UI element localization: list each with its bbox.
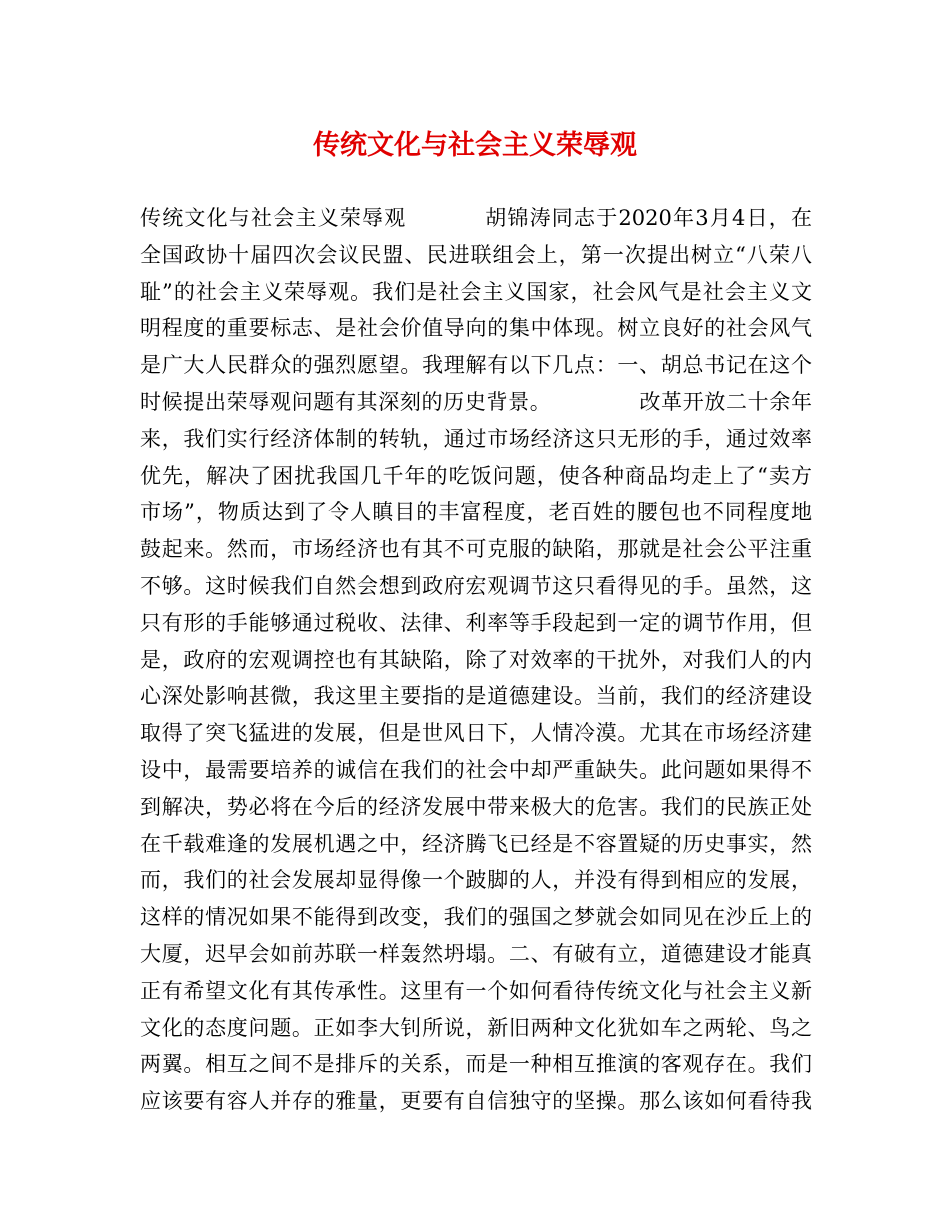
body-line: 优先，解决了困扰我国几千年的吃饭问题，使各种商品均走上了“卖方 bbox=[140, 463, 812, 488]
body-line: 正有希望文化有其传承性。这里有一个如何看待传统文化与社会主义新 bbox=[140, 978, 812, 1003]
body-line: 这样的情况如果不能得到改变，我们的强国之梦就会如同见在沙丘上的 bbox=[140, 905, 812, 930]
body-line: 市场”，物质达到了令人瞋目的丰富程度，老百姓的腰包也不同程度地 bbox=[140, 500, 812, 525]
body-line: 设中，最需要培养的诚信在我们的社会中却严重缺失。此问题如果得不 bbox=[140, 757, 812, 782]
body-line: 取得了突飞猛进的发展，但是世风日下，人情冷漠。尤其在市场经济建 bbox=[140, 721, 812, 746]
body-line: 心深处影响甚微，我这里主要指的是道德建设。当前，我们的经济建设 bbox=[140, 684, 812, 709]
body-line: 两翼。相互之间不是排斥的关系，而是一种相互推演的客观存在。我们 bbox=[140, 1052, 812, 1077]
body-line: 明程度的重要标志、是社会价值导向的集中体现。树立良好的社会风气 bbox=[140, 316, 812, 341]
body-line: 是广大人民群众的强烈愿望。我理解有以下几点：一、胡总书记在这个 bbox=[140, 353, 812, 378]
body-line: 文化的态度问题。正如李大钊所说，新旧两种文化犹如车之两轮、鸟之 bbox=[140, 1015, 812, 1040]
body-line: 全国政协十届四次会议民盟、民进联组会上，第一次提出树立“八荣八 bbox=[140, 242, 812, 267]
body-line: 来，我们实行经济体制的转轨，通过市场经济这只无形的手，通过效率 bbox=[140, 426, 812, 451]
body-line: 不够。这时候我们自然会想到政府宏观调节这只看得见的手。虽然，这 bbox=[140, 573, 812, 598]
body-line: 鼓起来。然而，市场经济也有其不可克服的缺陷，那就是社会公平注重 bbox=[140, 537, 812, 562]
body-line: 而，我们的社会发展却显得像一个跛脚的人，并没有得到相应的发展， bbox=[140, 868, 812, 893]
body-line: 只有形的手能够通过税收、法律、利率等手段起到一定的调节作用，但 bbox=[140, 610, 812, 635]
body-line: 时候提出荣辱观问题有其深刻的历史背景。 改革开放二十余年 bbox=[140, 389, 812, 414]
body-line: 传统文化与社会主义荣辱观 胡锦涛同志于2020年3月4日，在 bbox=[140, 206, 812, 230]
body-line: 大厦，迟早会如前苏联一样轰然坍塌。二、有破有立，道德建设才能真 bbox=[140, 941, 812, 966]
body-line: 在千载难逢的发展机遇之中，经济腾飞已经是不容置疑的历史事实，然 bbox=[140, 831, 812, 856]
document-body bbox=[140, 200, 812, 1120]
body-line: 到解决，势必将在今后的经济发展中带来极大的危害。我们的民族正处 bbox=[140, 794, 812, 819]
body-line: 应该要有容人并存的雅量，更要有自信独守的坚操。那么该如何看待我 bbox=[140, 1089, 812, 1114]
document-title: 传统文化与社会主义荣辱观 bbox=[313, 130, 637, 161]
body-line: 耻”的社会主义荣辱观。我们是社会主义国家，社会风气是社会主义文 bbox=[140, 279, 812, 304]
body-line: 是，政府的宏观调控也有其缺陷，除了对效率的干扰外，对我们人的内 bbox=[140, 647, 812, 672]
